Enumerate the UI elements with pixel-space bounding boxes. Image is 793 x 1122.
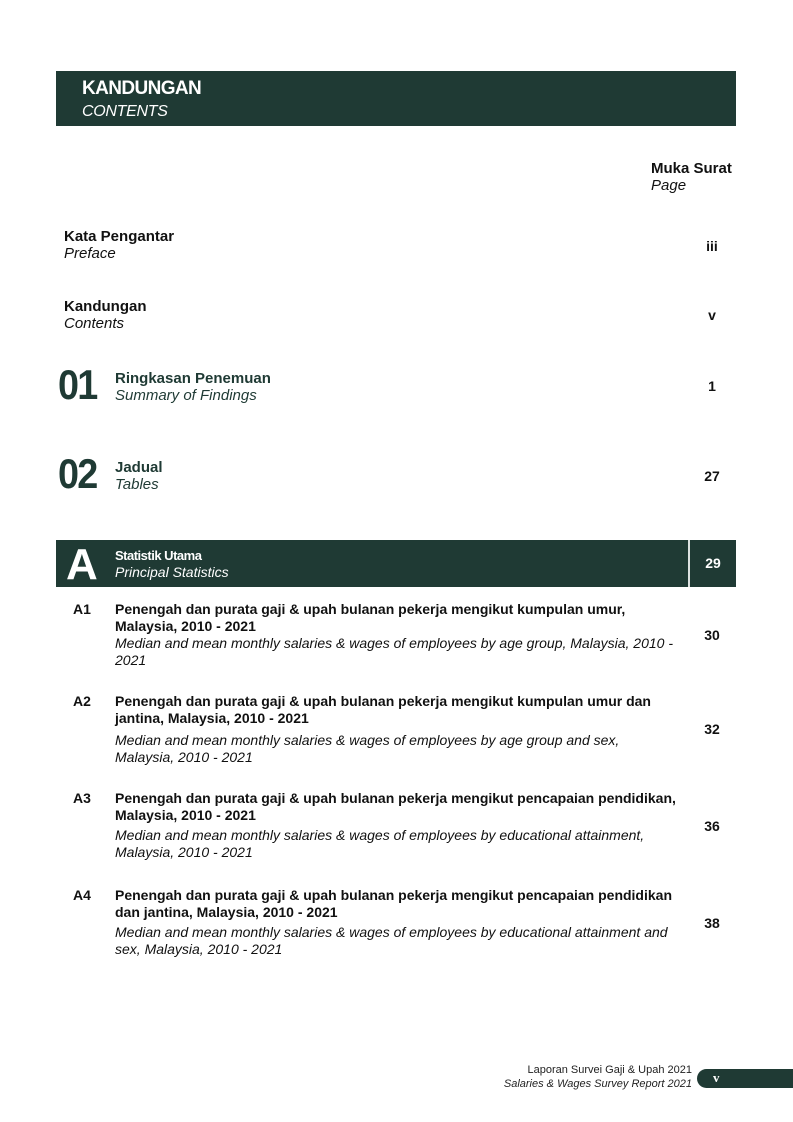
page-number: 30 [704, 627, 720, 643]
chapter-title-en: Tables [115, 476, 159, 493]
toc-entry-contents[interactable] [64, 298, 147, 332]
toc-entry-summary-of-findings[interactable] [115, 370, 271, 404]
chapter-title-ms: Jadual [115, 459, 163, 476]
toc-entry-preface[interactable] [64, 228, 174, 262]
page-number: v [708, 307, 716, 323]
table-title-ms: Penengah dan purata gaji & upah bulanan pekerja mengikut kumpulan umur dan jantina, Malaysia, 2010 - 2021 [115, 693, 651, 726]
footer-report-en: Salaries & Wages Survey Report 2021 [503, 1078, 692, 1090]
header-title-ms: KANDUNGAN [82, 78, 202, 99]
table-code: A2 [73, 693, 91, 709]
table-title-ms: Penengah dan purata gaji & upah bulanan pekerja mengikut pencapaian pendidikan, Malaysia, 2010 - 2021 [115, 790, 676, 823]
entry-title-ms: Kandungan [64, 298, 147, 315]
page-number: 1 [708, 378, 716, 394]
page-number: iii [706, 238, 718, 254]
chapter-number: 02 [58, 450, 97, 497]
entry-title-en: Contents [64, 315, 125, 332]
page-column-label-ms: Muka Surat [651, 160, 732, 177]
chapter-title-en: Summary of Findings [115, 387, 257, 404]
section-bar-principal-statistics[interactable] [56, 540, 736, 587]
table-code: A3 [73, 790, 91, 806]
header-title-en: CONTENTS [82, 103, 168, 120]
table-title-en: Median and mean monthly salaries & wages of employees by educational attainment and sex, Malaysia, 2010 - 2021 [115, 924, 668, 957]
page-number: 36 [704, 818, 720, 834]
table-title-en: Median and mean monthly salaries & wages of employees by age group and sex, Malaysia, 2010 - 2021 [115, 732, 620, 765]
table-title-en: Median and mean monthly salaries & wages of employees by age group, Malaysia, 2010 - 2021 [115, 635, 673, 668]
section-page-number: 29 [705, 555, 721, 571]
page-number: 38 [704, 915, 720, 931]
toc-entry-tables[interactable] [115, 459, 163, 493]
table-title-ms: Penengah dan purata gaji & upah bulanan pekerja mengikut kumpulan umur, Malaysia, 2010 - 2021 [115, 601, 626, 634]
table-code: A4 [73, 887, 91, 903]
section-title-ms: Statistik Utama [115, 548, 202, 563]
contents-header-bar [56, 71, 736, 126]
page-column-label-en: Page [651, 177, 687, 194]
footer-page-tab [697, 1069, 793, 1088]
page-number: 32 [704, 721, 720, 737]
table-title-en: Median and mean monthly salaries & wages of employees by educational attainment, Malaysia, 2010 - 2021 [115, 827, 645, 860]
page-number: 27 [704, 468, 720, 484]
entry-title-en: Preface [64, 245, 116, 262]
section-letter: A [66, 540, 98, 589]
footer-page-number: v [713, 1070, 720, 1085]
table-title-ms: Penengah dan purata gaji & upah bulanan pekerja mengikut pencapaian pendidikan dan jantina, Malaysia, 2010 - 2021 [115, 887, 672, 920]
chapter-title-ms: Ringkasan Penemuan [115, 370, 271, 387]
section-title-en: Principal Statistics [115, 564, 229, 580]
page-column-heading [651, 160, 732, 194]
table-code: A1 [73, 601, 91, 617]
chapter-number: 01 [58, 361, 97, 408]
report-footer [504, 1064, 692, 1090]
footer-report-ms: Laporan Survei Gaji & Upah 2021 [527, 1064, 692, 1076]
entry-title-ms: Kata Pengantar [64, 228, 175, 245]
